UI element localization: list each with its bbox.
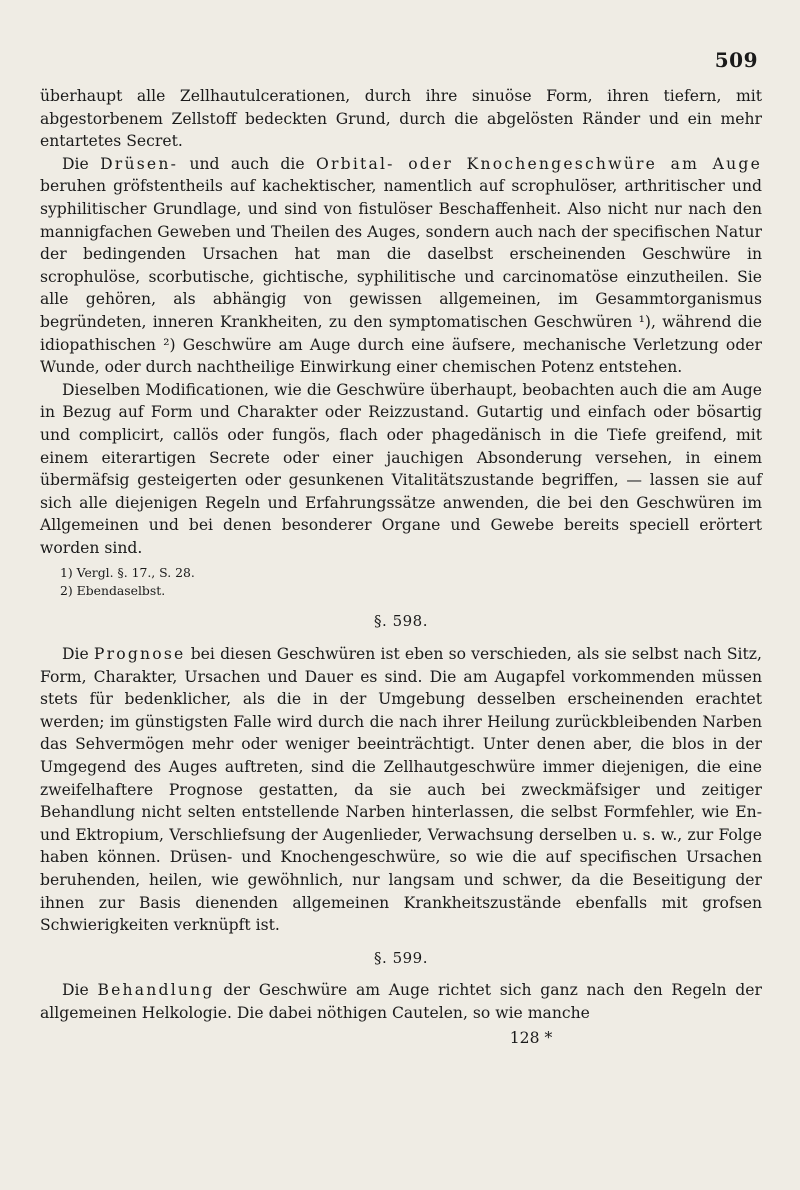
body-text — [40, 85, 762, 1049]
paragraph-rest: beruhen gröfstentheils auf kachektischer, namentlich auf scrophulöser, arthritischer und syphilitischer Grundlage, und sind von fistulöser Beschaffenheit. Also nicht nur nach den mannigfachen Geweben und Theilen des Auges, sondern auch nach der specifischen Natur der bedingenden Ursachen hat man die daselbst erscheinenden Geschwüre in scrophulöse, scorbutische, gichtische, syphilitische und carcinomatöse einzutheilen. Sie alle gehören, als abhängig von gewissen allgemeinen, im Gesammtorganismus begründeten, inneren Krankheiten, zu den symptomatischen Geschwüren ¹), während die idiopathischen ²) Geschwüre am Auge durch eine äufsere, mechanische Verletzung oder Wunde, oder durch nachtheilige Einwirkung einer chemischen Potenz entstehen. — [40, 177, 762, 377]
emphasis-orbital: Orbital- oder Knochengeschwüre am Auge — [316, 154, 762, 173]
paragraph-lead: Die — [62, 645, 89, 664]
signature-mark: 128 * — [509, 1028, 553, 1047]
emphasis-behandlung: Behandlung — [97, 981, 215, 1000]
paragraph-rest: der Geschwüre am Auge richtet sich ganz nach den Regeln der allgemeinen Helkologie. Die dabei nöthigen Cautelen, so wie manche — [40, 981, 762, 1022]
page-number: 509 — [714, 48, 758, 72]
emphasis-druesen: Drüsen- — [100, 154, 179, 173]
paragraph-prognose — [40, 643, 762, 937]
emphasis-prognose: Prognose — [93, 645, 186, 664]
paragraph-behandlung — [40, 979, 762, 1024]
paragraph-continuation: überhaupt alle Zellhautulcerationen, durch ihre sinuöse Form, ihren tiefern, mit abgestorbenem Zellstoff bedeckten Grund, durch die abgelösten Ränder und ein mehr entartetes Secret. — [40, 87, 762, 151]
footnote-1: 1) Vergl. §. 17., S. 28. — [60, 565, 195, 581]
paragraph-lead: Die — [62, 154, 89, 173]
section-heading-599: §. 599. — [374, 948, 428, 967]
paragraph-ulcer-types — [40, 153, 762, 379]
paragraph-rest: bei diesen Geschwüren ist eben so verschieden, als sie selbst nach Sitz, Form, Charakter, Ursachen und Dauer es sind. Die am Augapfel vorkommenden müssen stets für bedenklicher, als die in der Umgebung desselben erscheinenden erachtet werden; im günstigsten Falle wird durch die nach ihrer Heilung zurückbleibenden Narben das Sehvermögen mehr oder weniger beeinträchtigt. Unter denen aber, die blos in der Umgegend des Auges auftreten, sind die Zellhautgeschwüre immer diejenigen, die eine zweifelhaftere Prognose gestatten, da sie auch bei zweckmäfsiger und zeitiger Behandlung nicht selten entstellende Narben hinterlassen, die selbst Formfehler, wie En- und Ektropium, Verschliefsung der Augenlieder, Verwachsung derselben u. s. w., zur Folge haben können. Drüsen- und Knochengeschwüre, so wie die auf specifischen Ursachen beruhenden, heilen, wie gewöhnlich, nur langsam und schwer, da die Beseitigung der ihnen zur Basis dienenden allgemeinen Krankheitszustände ebenfalls mit grofsen Schwierigkeiten verknüpft ist. — [40, 645, 762, 935]
paragraph-middle: und auch die — [189, 154, 305, 173]
footnotes — [40, 564, 762, 600]
footnote-2: 2) Ebendaselbst. — [60, 583, 166, 599]
paragraph-lead: Die — [62, 981, 89, 1000]
section-heading-598: §. 598. — [374, 612, 428, 631]
paragraph-modifications: Dieselben Modificationen, wie die Geschwüre überhaupt, beobachten auch die am Auge in Bezug auf Form und Charakter oder Reizzustand. Gutartig und einfach oder bösartig und complicirt, callös oder fungös, flach oder phagedänisch in die Tiefe greifend, mit einem eiterartigen Secrete oder einer jauchigen Absonderung versehen, in einem übermäfsig gesteigerten oder gesunkenen Vitalitätszustande begriffen, — lassen sie auf sich alle diejenigen Regeln und Erfahrungssätze anwenden, die bei den Geschwüren im Allgemeinen und bei denen besonderer Organe und Gewebe bereits speciell erörtert worden sind. — [40, 380, 762, 557]
